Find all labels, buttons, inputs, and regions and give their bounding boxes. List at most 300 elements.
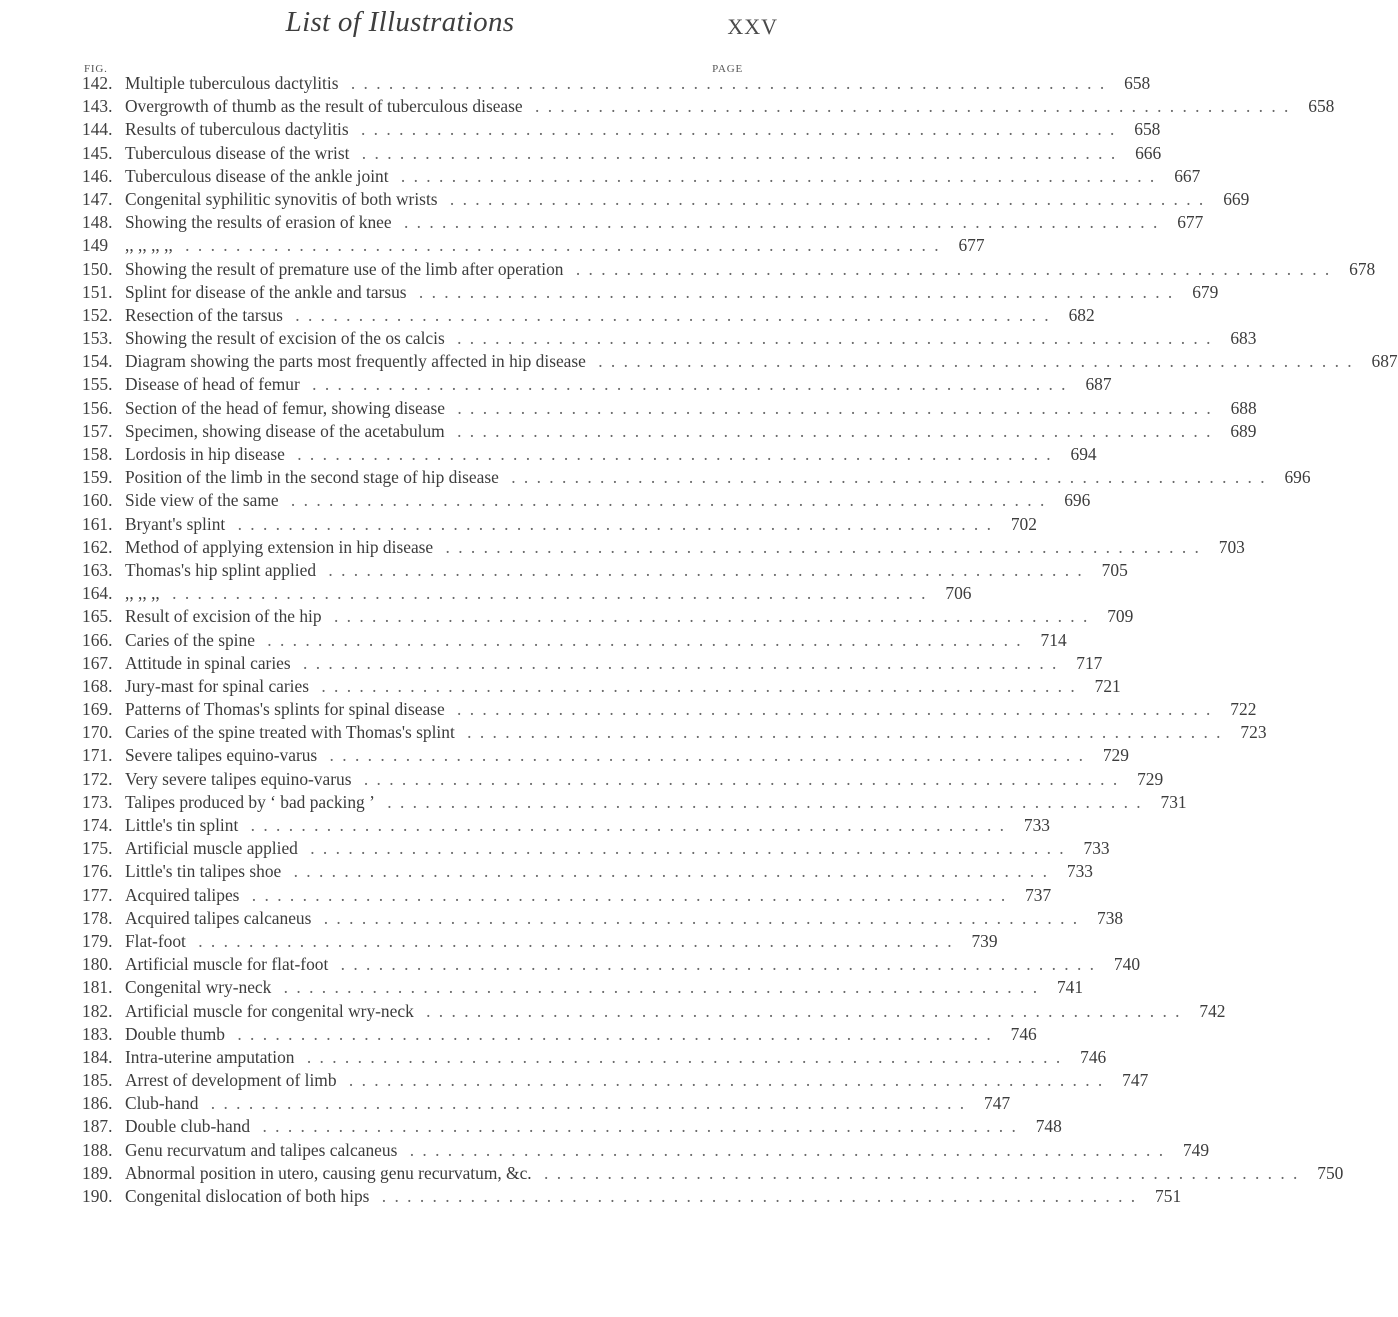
entry-line — [125, 652, 1103, 675]
page-column-label: PAGE — [712, 63, 743, 75]
entry-line — [125, 1162, 1344, 1185]
list-item — [0, 1069, 1149, 1092]
page-number: 717 — [1076, 652, 1103, 673]
page-number: 667 — [1174, 165, 1201, 186]
entry-line — [125, 1092, 1011, 1115]
entry-line — [125, 373, 1112, 396]
illustration-list — [0, 72, 1398, 1208]
figure-caption: Multiple tuberculous dactylitis — [125, 73, 339, 93]
dot-leader: . . . . . . . . . . . . . . . . . . . . . . . . . . . . . . . . . . . . . . . . . . . . . . . . . . . . . . . . . . . . — [327, 606, 1090, 627]
figure-caption: Diagram showing the parts most frequently affected in hip disease — [125, 351, 586, 372]
figure-caption: Acquired talipes calcaneus — [125, 907, 312, 928]
list-item — [0, 1162, 1344, 1185]
entry-line — [125, 304, 1095, 327]
figure-caption: Result of excision of the hip — [125, 606, 322, 627]
page-number: 747 — [984, 1093, 1011, 1114]
list-item — [0, 443, 1097, 466]
page-number: 750 — [1317, 1162, 1344, 1183]
dot-leader: . . . . . . . . . . . . . . . . . . . . . . . . . . . . . . . . . . . . . . . . . . . . . . . . . . . . . . . . . . . . — [450, 420, 1213, 441]
figure-number: 165. — [82, 606, 113, 627]
figure-number: 181. — [82, 977, 113, 998]
figure-number: 158. — [82, 444, 113, 464]
dot-leader: . . . . . . . . . . . . . . . . . . . . . . . . . . . . . . . . . . . . . . . . . . . . . . . . . . . . . . . . . . . . — [354, 119, 1117, 140]
dot-leader: . . . . . . . . . . . . . . . . . . . . . . . . . . . . . . . . . . . . . . . . . . . . . . . . . . . . . . . . . . . . — [277, 977, 1040, 998]
figure-caption: Tuberculous disease of the ankle joint — [125, 165, 389, 186]
list-item — [0, 582, 972, 605]
list-item — [0, 304, 1095, 327]
list-item — [0, 327, 1257, 350]
page-number: 729 — [1102, 745, 1129, 766]
figure-caption: Arrest of development of limb — [125, 1070, 337, 1091]
figure-caption: Caries of the spine — [125, 629, 255, 650]
page-number: 746 — [1080, 1046, 1107, 1067]
figure-caption: Abnormal position in utero, causing genu recurvatum, &c. — [125, 1162, 532, 1183]
list-item — [0, 605, 1134, 628]
figure-number: 180. — [82, 954, 113, 975]
page-number: 748 — [1035, 1116, 1062, 1137]
list-item — [0, 976, 1084, 999]
list-item — [0, 258, 1376, 281]
page-header — [0, 4, 800, 54]
entry-line — [125, 884, 1052, 907]
page-number: 740 — [1113, 954, 1141, 975]
page-number: 731 — [1160, 791, 1187, 812]
figure-number: 188. — [82, 1139, 113, 1160]
page-number: 733 — [1023, 815, 1050, 835]
list-item — [0, 1023, 1037, 1046]
figure-number: 172. — [82, 768, 113, 789]
entry-line — [125, 258, 1376, 281]
dot-leader: . . . . . . . . . . . . . . . . . . . . . . . . . . . . . . . . . . . . . . . . . . . . . . . . . . . . . . . . . . . . — [178, 235, 941, 256]
dot-leader: . . . . . . . . . . . . . . . . . . . . . . . . . . . . . . . . . . . . . . . . . . . . . . . . . . . . . . . . . . . . — [403, 1139, 1166, 1160]
figure-number: 155. — [82, 374, 113, 395]
page-number: 703 — [1218, 536, 1245, 557]
page-number: 679 — [1192, 281, 1219, 302]
figure-number: 170. — [82, 722, 113, 743]
entry-line — [125, 1115, 1062, 1138]
list-item — [0, 95, 1335, 118]
page-number: 747 — [1122, 1070, 1149, 1091]
list-item — [0, 953, 1141, 976]
figure-caption: Congenital dislocation of both hips — [125, 1186, 370, 1206]
figure-caption: Little's tin splint — [125, 815, 239, 835]
dot-leader: . . . . . . . . . . . . . . . . . . . . . . . . . . . . . . . . . . . . . . . . . . . . . . . . . . . . . . . . . . . . — [460, 722, 1223, 743]
figure-number: 175. — [82, 838, 113, 859]
entry-line — [125, 559, 1128, 582]
page-number: 669 — [1223, 188, 1250, 209]
figure-number: 149 — [82, 235, 109, 256]
figure-caption: Artificial muscle for congenital wry-neck — [125, 1000, 414, 1021]
page-number: 741 — [1056, 977, 1084, 998]
entry-line — [125, 1023, 1037, 1046]
figure-number: 142. — [82, 73, 113, 93]
dot-leader: . . . . . . . . . . . . . . . . . . . . . . . . . . . . . . . . . . . . . . . . . . . . . . . . . . . . . . . . . . . . — [334, 954, 1097, 975]
entry-line — [125, 1000, 1226, 1023]
dot-leader: . . . . . . . . . . . . . . . . . . . . . . . . . . . . . . . . . . . . . . . . . . . . . . . . . . . . . . . . . . . . — [287, 861, 1049, 882]
page-number: 729 — [1137, 768, 1164, 789]
figure-caption: Flat-foot — [125, 930, 186, 951]
entry-line — [125, 976, 1084, 999]
figure-caption: Club-hand — [125, 1093, 199, 1114]
dot-leader: . . . . . . . . . . . . . . . . . . . . . . . . . . . . . . . . . . . . . . . . . . . . . . . . . . . . . . . . . . . . — [231, 513, 993, 534]
figure-number: 186. — [82, 1093, 113, 1114]
page-number: 677 — [1177, 212, 1204, 233]
list-item — [0, 1092, 1011, 1115]
entry-line — [125, 605, 1134, 628]
list-item — [0, 744, 1129, 767]
figure-caption: Attitude in spinal caries — [125, 652, 291, 673]
page-number: 706 — [945, 583, 972, 604]
figure-caption: Thomas's hip splint applied — [125, 559, 317, 580]
page-number: 709 — [1107, 606, 1134, 627]
entry-line — [125, 837, 1110, 860]
list-item — [0, 211, 1204, 234]
page-number: 742 — [1199, 1000, 1226, 1021]
figure-caption: Acquired talipes — [125, 884, 240, 905]
page-number: 658 — [1124, 73, 1151, 93]
figure-caption: Showing the result of premature use of the limb after operation — [125, 258, 564, 279]
dot-leader: . . . . . . . . . . . . . . . . . . . . . . . . . . . . . . . . . . . . . . . . . . . . . . . . . . . . . . . . . . . . — [204, 1093, 967, 1114]
entry-line — [125, 118, 1161, 141]
dot-leader: . . . . . . . . . . . . . . . . . . . . . . . . . . . . . . . . . . . . . . . . . . . . . . . . . . . . . . . . . . . . — [317, 907, 1080, 928]
list-item — [0, 884, 1052, 907]
figure-number: 161. — [82, 513, 113, 534]
page-number: 723 — [1240, 722, 1267, 743]
page-number: 705 — [1101, 559, 1128, 580]
page-number: 677 — [958, 235, 985, 256]
fig-column-label: FIG. — [84, 63, 108, 75]
page-number: 666 — [1135, 142, 1162, 163]
entry-line — [125, 165, 1201, 188]
page-number: 739 — [971, 930, 998, 951]
entry-line — [125, 744, 1129, 767]
page-number: 749 — [1182, 1139, 1210, 1160]
list-item — [0, 698, 1257, 721]
figure-caption: Resection of the tarsus — [125, 304, 283, 325]
dot-leader: . . . . . . . . . . . . . . . . . . . . . . . . . . . . . . . . . . . . . . . . . . . . . . . . . . . . . . . . . . . . — [288, 304, 1051, 325]
dot-leader: . . . . . . . . . . . . . . . . . . . . . . . . . . . . . . . . . . . . . . . . . . . . . . . . . . . . . . . . . . . . — [504, 467, 1267, 488]
list-item — [0, 234, 985, 257]
figure-caption: Section of the head of femur, showing disease — [125, 397, 445, 418]
figure-caption: Splint for disease of the ankle and tarsus — [125, 281, 407, 302]
entry-line — [125, 281, 1219, 304]
figure-number: 159. — [82, 467, 113, 488]
dot-leader: . . . . . . . . . . . . . . . . . . . . . . . . . . . . . . . . . . . . . . . . . . . . . . . . . . . . . . . . . . . . — [375, 1186, 1138, 1206]
figure-caption: Side view of the same — [125, 490, 279, 511]
figure-caption: Congenital syphilitic synovitis of both wrists — [125, 188, 438, 209]
list-item — [0, 837, 1110, 860]
dot-leader: . . . . . . . . . . . . . . . . . . . . . . . . . . . . . . . . . . . . . . . . . . . . . . . . . . . . . . . . . . . . — [191, 930, 954, 951]
figure-number: 182. — [82, 1000, 113, 1021]
list-item — [0, 513, 1037, 536]
dot-leader: . . . . . . . . . . . . . . . . . . . . . . . . . . . . . . . . . . . . . . . . . . . . . . . . . . . . . . . . . . . . — [231, 1023, 993, 1044]
entry-line — [125, 95, 1335, 118]
figure-number: 156. — [82, 397, 113, 418]
dot-leader: . . . . . . . . . . . . . . . . . . . . . . . . . . . . . . . . . . . . . . . . . . . . . . . . . . . . . . . . . . . . — [443, 188, 1206, 209]
page-number: 687 — [1085, 374, 1112, 395]
page-number: 694 — [1070, 444, 1097, 464]
figure-caption: ,, ,, ,, — [125, 583, 160, 604]
dot-leader: . . . . . . . . . . . . . . . . . . . . . . . . . . . . . . . . . . . . . . . . . . . . . . . . . . . . . . . . . . . . — [397, 212, 1160, 233]
figure-number: 178. — [82, 907, 113, 928]
entry-line — [125, 72, 1151, 95]
dot-leader: . . . . . . . . . . . . . . . . . . . . . . . . . . . . . . . . . . . . . . . . . . . . . . . . . . . . . . . . . . . . — [380, 791, 1143, 812]
figure-caption: Overgrowth of thumb as the result of tuberculous disease — [125, 96, 523, 117]
list-item — [0, 350, 1398, 373]
figure-caption: Severe talipes equino-varus — [125, 745, 318, 766]
list-item — [0, 1046, 1107, 1069]
page-number: 714 — [1040, 629, 1067, 650]
figure-caption: Tuberculous disease of the wrist — [125, 142, 350, 163]
entry-line — [125, 1185, 1182, 1208]
dot-leader: . . . . . . . . . . . . . . . . . . . . . . . . . . . . . . . . . . . . . . . . . . . . . . . . . . . . . . . . . . . . — [290, 444, 1053, 464]
dot-leader: . . . . . . . . . . . . . . . . . . . . . . . . . . . . . . . . . . . . . . . . . . . . . . . . . . . . . . . . . . . . — [412, 281, 1175, 302]
entry-line — [125, 860, 1093, 883]
figure-caption: Showing the result of excision of the os calcis — [125, 328, 445, 349]
figure-number: 173. — [82, 791, 113, 812]
figure-caption: Patterns of Thomas's splints for spinal disease — [125, 699, 445, 720]
list-item — [0, 397, 1257, 420]
list-item — [0, 675, 1121, 698]
page-number: 687 — [1371, 351, 1398, 372]
list-item — [0, 930, 998, 953]
list-item — [0, 165, 1201, 188]
dot-leader: . . . . . . . . . . . . . . . . . . . . . . . . . . . . . . . . . . . . . . . . . . . . . . . . . . . . . . . . . . . . — [591, 351, 1354, 372]
list-item — [0, 1185, 1182, 1208]
page-number: 696 — [1064, 490, 1091, 511]
figure-number: 164. — [82, 583, 113, 604]
entry-line — [125, 582, 972, 605]
dot-leader: . . . . . . . . . . . . . . . . . . . . . . . . . . . . . . . . . . . . . . . . . . . . . . . . . . . . . . . . . . . . — [256, 1116, 1018, 1137]
figure-number: 184. — [82, 1046, 113, 1067]
figure-caption: Disease of head of femur — [125, 374, 300, 395]
entry-line — [125, 397, 1257, 420]
figure-number: 145. — [82, 142, 113, 163]
entry-line — [125, 768, 1164, 791]
figure-number: 148. — [82, 212, 113, 233]
dot-leader: . . . . . . . . . . . . . . . . . . . . . . . . . . . . . . . . . . . . . . . . . . . . . . . . . . . . . . . . . . . . — [315, 675, 1077, 696]
figure-number: 146. — [82, 165, 113, 186]
page-number: 682 — [1068, 304, 1095, 325]
dot-leader: . . . . . . . . . . . . . . . . . . . . . . . . . . . . . . . . . . . . . . . . . . . . . . . . . . . . . . . . . . . . — [305, 374, 1068, 395]
dot-leader: . . . . . . . . . . . . . . . . . . . . . . . . . . . . . . . . . . . . . . . . . . . . . . . . . . . . . . . . . . . . — [322, 559, 1084, 580]
figure-caption: Artificial muscle for flat-foot — [125, 954, 329, 975]
page-number: 738 — [1097, 907, 1124, 928]
figure-caption: Very severe talipes equino-varus — [125, 768, 352, 789]
dot-leader: . . . . . . . . . . . . . . . . . . . . . . . . . . . . . . . . . . . . . . . . . . . . . . . . . . . . . . . . . . . . — [342, 1070, 1105, 1091]
figure-caption: Results of tuberculous dactylitis — [125, 119, 349, 140]
list-item — [0, 1115, 1062, 1138]
dot-leader: . . . . . . . . . . . . . . . . . . . . . . . . . . . . . . . . . . . . . . . . . . . . . . . . . . . . . . . . . . . . — [244, 815, 1006, 835]
figure-number: 147. — [82, 188, 113, 209]
figure-number: 176. — [82, 861, 113, 882]
list-item — [0, 721, 1267, 744]
figure-caption: Intra-uterine amputation — [125, 1046, 295, 1067]
list-item — [0, 536, 1245, 559]
page-title: List of Illustrations — [285, 6, 515, 38]
dot-leader: . . . . . . . . . . . . . . . . . . . . . . . . . . . . . . . . . . . . . . . . . . . . . . . . . . . . . . . . . . . . — [300, 1046, 1063, 1067]
page-number: 658 — [1308, 96, 1335, 117]
figure-caption: Little's tin talipes shoe — [125, 861, 282, 882]
dot-leader: . . . . . . . . . . . . . . . . . . . . . . . . . . . . . . . . . . . . . . . . . . . . . . . . . . . . . . . . . . . . — [344, 73, 1107, 93]
figure-caption: ,, ,, ,, ,, — [125, 235, 173, 256]
figure-number: 171. — [82, 745, 113, 766]
page-number: 683 — [1230, 328, 1257, 349]
figure-caption: Genu recurvatum and talipes calcaneus — [125, 1139, 398, 1160]
list-item — [0, 118, 1161, 141]
page-number: 737 — [1025, 884, 1052, 905]
page-number: 721 — [1094, 675, 1121, 696]
dot-leader: . . . . . . . . . . . . . . . . . . . . . . . . . . . . . . . . . . . . . . . . . . . . . . . . . . . . . . . . . . . . — [394, 165, 1157, 186]
entry-line — [125, 721, 1267, 744]
figure-number: 153. — [82, 328, 113, 349]
figure-caption: Lordosis in hip disease — [125, 444, 285, 464]
list-item — [0, 72, 1151, 95]
entry-line — [125, 698, 1257, 721]
entry-line — [125, 953, 1141, 976]
page-number: 689 — [1230, 420, 1257, 441]
entry-line — [125, 791, 1187, 814]
entry-line — [125, 814, 1050, 837]
list-item — [0, 860, 1093, 883]
figure-number: 187. — [82, 1116, 113, 1137]
dot-leader: . . . . . . . . . . . . . . . . . . . . . . . . . . . . . . . . . . . . . . . . . . . . . . . . . . . . . . . . . . . . — [528, 96, 1291, 117]
figure-caption: Method of applying extension in hip disease — [125, 536, 434, 557]
entry-line — [125, 466, 1311, 489]
figure-number: 168. — [82, 675, 113, 696]
list-item — [0, 466, 1311, 489]
entry-line — [125, 513, 1037, 536]
entry-line — [125, 327, 1257, 350]
entry-line — [125, 234, 985, 257]
entry-line — [125, 443, 1097, 466]
figure-number: 151. — [82, 281, 113, 302]
entry-line — [125, 211, 1204, 234]
page-number-roman: XXV — [727, 14, 778, 39]
figure-number: 162. — [82, 536, 113, 557]
dot-leader: . . . . . . . . . . . . . . . . . . . . . . . . . . . . . . . . . . . . . . . . . . . . . . . . . . . . . . . . . . . . — [439, 536, 1201, 557]
figure-number: 177. — [82, 884, 113, 905]
page-number: 751 — [1155, 1186, 1182, 1206]
figure-caption: Bryant's splint — [125, 513, 226, 534]
figure-number: 152. — [82, 304, 113, 325]
figure-number: 143. — [82, 96, 113, 117]
figure-caption: Position of the limb in the second stage of hip disease — [125, 467, 499, 488]
entry-line — [125, 350, 1398, 373]
page-number: 702 — [1010, 513, 1037, 534]
dot-leader: . . . . . . . . . . . . . . . . . . . . . . . . . . . . . . . . . . . . . . . . . . . . . . . . . . . . . . . . . . . . — [296, 652, 1059, 673]
list-item — [0, 1139, 1210, 1162]
dot-leader: . . . . . . . . . . . . . . . . . . . . . . . . . . . . . . . . . . . . . . . . . . . . . . . . . . . . . . . . . . . . — [355, 142, 1118, 163]
page-number: 658 — [1134, 119, 1161, 140]
figure-number: 183. — [82, 1023, 113, 1044]
entry-line — [125, 1046, 1107, 1069]
list-item — [0, 188, 1250, 211]
list-item — [0, 373, 1112, 396]
figure-caption: Caries of the spine treated with Thomas's splint — [125, 722, 455, 743]
list-item — [0, 142, 1162, 165]
dot-leader: . . . . . . . . . . . . . . . . . . . . . . . . . . . . . . . . . . . . . . . . . . . . . . . . . . . . . . . . . . . . — [450, 328, 1213, 349]
dot-leader: . . . . . . . . . . . . . . . . . . . . . . . . . . . . . . . . . . . . . . . . . . . . . . . . . . . . . . . . . . . . — [569, 258, 1332, 279]
figure-caption: Specimen, showing disease of the acetabulum — [125, 420, 445, 441]
entry-line — [125, 420, 1257, 443]
page-number: 733 — [1083, 838, 1110, 859]
figure-caption: Artificial muscle applied — [125, 838, 298, 859]
page-number: 746 — [1010, 1023, 1037, 1044]
list-item — [0, 281, 1219, 304]
figure-number: 144. — [82, 119, 113, 140]
figure-number: 179. — [82, 930, 113, 951]
dot-leader: . . . . . . . . . . . . . . . . . . . . . . . . . . . . . . . . . . . . . . . . . . . . . . . . . . . . . . . . . . . . — [284, 490, 1047, 511]
figure-number: 157. — [82, 420, 113, 441]
figure-number: 189. — [82, 1162, 113, 1183]
entry-line — [125, 142, 1162, 165]
entry-line — [125, 1069, 1149, 1092]
dot-leader: . . . . . . . . . . . . . . . . . . . . . . . . . . . . . . . . . . . . . . . . . . . . . . . . . . . . . . . . . . . . — [419, 1000, 1182, 1021]
list-item — [0, 907, 1124, 930]
page-number: 696 — [1284, 467, 1311, 488]
dot-leader: . . . . . . . . . . . . . . . . . . . . . . . . . . . . . . . . . . . . . . . . . . . . . . . . . . . . . . . . . . . . — [323, 745, 1085, 766]
dot-leader: . . . . . . . . . . . . . . . . . . . . . . . . . . . . . . . . . . . . . . . . . . . . . . . . . . . . . . . . . . . . — [450, 699, 1213, 720]
figure-number: 166. — [82, 629, 113, 650]
list-item — [0, 768, 1164, 791]
entry-line — [125, 536, 1245, 559]
list-item — [0, 489, 1091, 512]
figure-number: 163. — [82, 559, 113, 580]
dot-leader: . . . . . . . . . . . . . . . . . . . . . . . . . . . . . . . . . . . . . . . . . . . . . . . . . . . . . . . . . . . . — [303, 838, 1066, 859]
figure-number: 160. — [82, 490, 113, 511]
list-item — [0, 629, 1067, 652]
figure-caption: Congenital wry-neck — [125, 977, 272, 998]
dot-leader: . . . . . . . . . . . . . . . . . . . . . . . . . . . . . . . . . . . . . . . . . . . . . . . . . . . . . . . . . . . . — [165, 583, 928, 604]
list-item — [0, 559, 1128, 582]
entry-line — [125, 489, 1091, 512]
list-item — [0, 814, 1050, 837]
figure-number: 185. — [82, 1070, 113, 1091]
figure-caption: Showing the results of erasion of knee — [125, 212, 392, 233]
entry-line — [125, 188, 1250, 211]
page-number: 733 — [1066, 861, 1093, 882]
dot-leader: . . . . . . . . . . . . . . . . . . . . . . . . . . . . . . . . . . . . . . . . . . . . . . . . . . . . . . . . . . . . — [260, 629, 1023, 650]
list-item — [0, 420, 1257, 443]
figure-number: 190. — [82, 1186, 113, 1206]
list-item — [0, 1000, 1226, 1023]
figure-caption: Talipes produced by ‘ bad packing ’ — [125, 791, 375, 812]
list-item — [0, 791, 1187, 814]
figure-caption: Jury-mast for spinal caries — [125, 675, 309, 696]
entry-line — [125, 930, 998, 953]
dot-leader: . . . . . . . . . . . . . . . . . . . . . . . . . . . . . . . . . . . . . . . . . . . . . . . . . . . . . . . . . . . . — [245, 884, 1008, 905]
entry-line — [125, 907, 1124, 930]
figure-number: 150. — [82, 258, 113, 279]
list-item — [0, 652, 1103, 675]
page-number: 722 — [1230, 699, 1257, 720]
page-number: 678 — [1349, 258, 1376, 279]
figure-number: 167. — [82, 652, 113, 673]
dot-leader: . . . . . . . . . . . . . . . . . . . . . . . . . . . . . . . . . . . . . . . . . . . . . . . . . . . . . . . . . . . . — [450, 397, 1213, 418]
entry-line — [125, 675, 1121, 698]
figure-caption: Double thumb — [125, 1023, 225, 1044]
entry-line — [125, 1139, 1210, 1162]
page-number: 688 — [1230, 397, 1257, 418]
figure-number: 169. — [82, 699, 113, 720]
entry-line — [125, 629, 1067, 652]
dot-leader: . . . . . . . . . . . . . . . . . . . . . . . . . . . . . . . . . . . . . . . . . . . . . . . . . . . . . . . . . . . . — [357, 768, 1120, 789]
figure-caption: Double club-hand — [125, 1116, 251, 1137]
dot-leader: . . . . . . . . . . . . . . . . . . . . . . . . . . . . . . . . . . . . . . . . . . . . . . . . . . . . . . . . . . . . — [537, 1162, 1300, 1183]
figure-number: 174. — [82, 815, 113, 835]
figure-number: 154. — [82, 351, 113, 372]
